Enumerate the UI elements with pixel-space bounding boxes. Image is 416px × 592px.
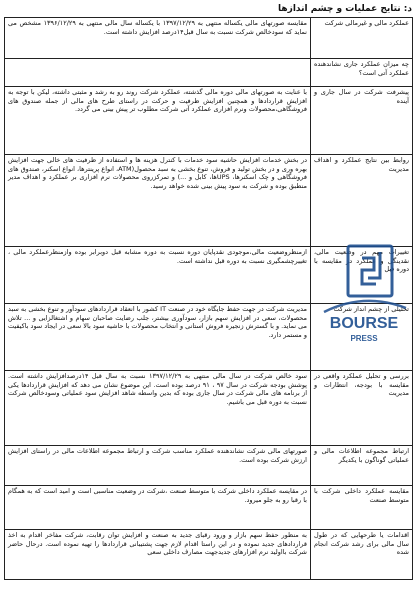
row-text: ازمنظروضعیت مالی،موجودی نقدپایان دوره نسبت به دوره مشابه قبل دوبرابر بوده وازمنظرعملکرد مالی ، تغییرچشمگیری نسبت به دوره قبل نداشته است. [5,247,311,304]
logo-subtext: PRESS [350,334,378,343]
table-row [5,59,413,87]
row-label: اقدامات یا طرحهایی که در طول سال مالی برای رشد شرکت انجام شده [311,530,413,580]
table-row [5,247,413,304]
row-text: مدیریت شرکت در جهت حفظ جایگاه خود در صنعت IT کشور با انعقاد قراردادهای سودآور و تنوع بخشی به سبد محصولات، سعی در افزایش سهم بازار، سودآوری بیشتر، جلب رضایت صاحبان سهام و اشتغالزایی و ... تلاش می نماید. و با گسترش زنجیره فروش استانی و انتخاب محصولات با حاشیه سود بالا سعی در ایجاد سود باکیفیت و مستمر دارد. [5,304,311,371]
row-label: مقایسه عملکرد داخلی شرکت با متوسط صنعت [311,486,413,530]
row-label: عملکرد مالی و غیرمالی شرکت [311,18,413,59]
results-table [4,17,413,580]
table-row [5,446,413,486]
row-label: روابط بین نتایج عملکرد و اهداف مدیریت [311,155,413,247]
row-text: در بخش خدمات افزایش حاشیه سود خدمات با کنترل هزینه ها و استفاده از ظرفیت های خالی جهت افزایش بهره وری و در بخش تولید و فروش، تنوع بخشی به سبد محصول(ATM، انواع پرینترها، انواع اسکنر، صندوق های فروشگاهی و چک اسکنرها، UPSها، کابل و ...) و تمرکزروی محصولات نرم افزاری بر عملکرد و اهداف مدیر منطبق بوده و شرکت به سود پیش بینی شده خواهد رسید. [5,155,311,247]
row-text: سود خالص شرکت در سال مالی منتهی به ۱۳۹۷/۱۲/۲۹ نسبت به سال قبل ۱۴درصدافزایش داشته است. پوشش بودجه شرکت در سال ۹۷ ، ۹۱ درصد بوده است. این موضوع نشان می دهد که افزایش قراردادها یکی از برنامه های مالی شرکت در سال جاری بوده که بدین واسطه شاهد افزایش سود عملیاتی وسودخالص شرکت نسبت به دوره قبل می باشیم. [5,371,311,446]
section-heading: د: نتایج عملیات و چشم اندازها [278,4,412,14]
row-text: صورتهای مالی شرکت نشاندهنده عملکرد مناسب شرکت و ارتباط مجموعه اطلاعات مالی در راستای افزایش ارزش شرکت بوده است. [5,446,311,486]
logo-wordmark: BOURSE [329,315,399,332]
table-row [5,530,413,580]
row-text: با عنایت به صورتهای مالی دوره مالی گذشته، عملکرد شرکت روند رو به رشد و مثبتی داشته، لیکن با توجه به افزایش قراردادها و همچنین افزایش ظرفیت و حرکت در راستای طرح های مالی از جمله صندوق های فروشگاهی،محصولات ونرم افزاری عملکرد آتی شرکت مطلوب تر پیش بینی می گردد. [5,87,311,155]
row-label: چه میزان عملکرد جاری نشاندهنده عملکرد آتی است؟ [311,59,413,87]
table-row [5,155,413,247]
row-label: تحلیلی از چشم انداز شرکت [311,304,413,371]
table-row [5,18,413,59]
row-label: پیشرفت شرکت در سال جاری و آینده [311,87,413,155]
row-label: تغییرات مهم در وضعیت مالی، نقدینگی و عملکرد در مقایسه با دوره قبل [311,247,413,304]
table-row [5,87,413,155]
table-row [5,304,413,371]
row-label: ارتباط مجموعه اطلاعات مالی و عملیاتی گوناگون با یکدیگر [311,446,413,486]
row-text: به منظور حفظ سهم بازار و ورود رقبای جدید به صنعت و افزایش توان رقابت، شرکت مفاخر اقدام به اخذ قراردادهای جدید نموده و در این راستا اقدام لازم جهت پشتیبانی قراردادها را تهیه نموده است. درحال حاضر شرکت بااولید نرم افزارهای جدیدجهت مصارف داخلی سعی [5,530,311,580]
table-row [5,486,413,530]
row-text [5,59,311,87]
row-text: مقایسه صورتهای مالی یکساله منتهی به ۱۳۹۷/۱۲/۲۹ با یکساله سال مالی منتهی به ۱۳۹۶/۱۲/۲۹ مشخص می نماید که سودخالص شرکت نسبت به سال قبل۱۴درصد افزایش داشته است. [5,18,311,59]
row-text: در مقایسه عملکرد داخلی شرکت با متوسط صنعت ،شرکت در وضعیت مناسبی است و امید است که به همگام با رقبا رو به جلو میرود. [5,486,311,530]
table-row [5,371,413,446]
row-label: بررسی و تحلیل عملکرد واقعی در مقایسه با بودجه، انتظارات و مدیریت [311,371,413,446]
